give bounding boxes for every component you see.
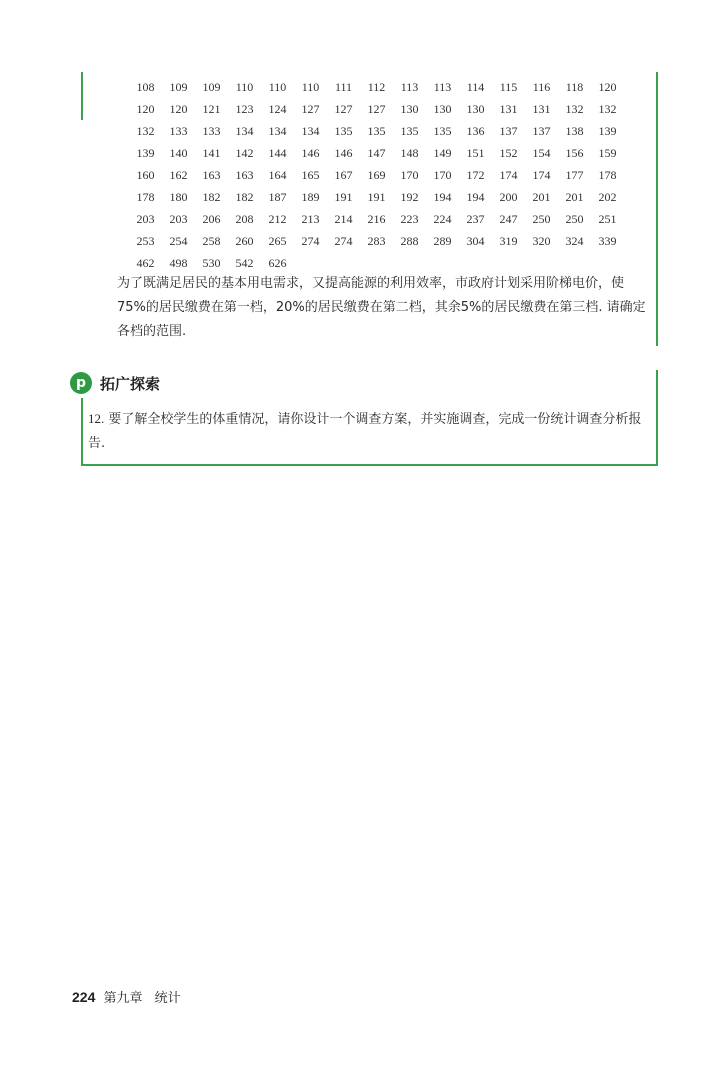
question-text: 要了解全校学生的体重情况，请你设计一个调查方案，并实施调查，完成一份统计调查分析报告. (88, 412, 642, 451)
table-cell: 113 (433, 80, 452, 94)
table-cell: 194 (466, 190, 485, 204)
table-cell: 162 (169, 168, 188, 182)
table-cell: 274 (334, 234, 353, 248)
table-cell: 201 (565, 190, 584, 204)
table-cell: 182 (235, 190, 254, 204)
table-cell: 258 (202, 234, 221, 248)
table-cell: 304 (466, 234, 485, 248)
table-cell: 194 (433, 190, 452, 204)
box-right-border (656, 72, 658, 346)
chapter-topic: 统计 (154, 991, 181, 1006)
table-cell: 146 (301, 146, 320, 160)
table-cell: 148 (400, 146, 419, 160)
table-cell: 121 (202, 102, 221, 116)
table-cell: 253 (136, 234, 155, 248)
table-cell: 250 (532, 212, 551, 226)
table-cell: 120 (598, 80, 617, 94)
table-cell: 247 (499, 212, 518, 226)
table-cell: 216 (367, 212, 386, 226)
chapter-label: 第九章 (103, 991, 143, 1006)
table-cell: 208 (235, 212, 254, 226)
table-cell: 224 (433, 212, 452, 226)
table-cell: 132 (136, 124, 155, 138)
table-cell: 134 (268, 124, 287, 138)
table-cell: 170 (433, 168, 452, 182)
box-bottom-border (81, 464, 658, 466)
table-cell: 133 (169, 124, 188, 138)
table-cell: 223 (400, 212, 419, 226)
page-footer (72, 987, 181, 1006)
box-left-border (81, 72, 83, 120)
table-cell: 189 (301, 190, 320, 204)
table-cell: 169 (367, 168, 386, 182)
table-cell: 288 (400, 234, 419, 248)
table-cell: 135 (367, 124, 386, 138)
table-cell: 134 (301, 124, 320, 138)
box-right-border (656, 370, 658, 466)
table-cell: 134 (235, 124, 254, 138)
table-cell: 213 (301, 212, 320, 226)
table-cell: 274 (301, 234, 320, 248)
table-cell: 151 (466, 146, 485, 160)
table-cell: 172 (466, 168, 485, 182)
table-cell: 191 (367, 190, 386, 204)
table-cell: 237 (466, 212, 485, 226)
table-cell: 159 (598, 146, 617, 160)
table-cell: 530 (202, 256, 221, 270)
table-cell: 123 (235, 102, 254, 116)
table-cell: 139 (598, 124, 617, 138)
table-cell: 141 (202, 146, 221, 160)
table-cell: 202 (598, 190, 617, 204)
table-cell: 130 (433, 102, 452, 116)
table-cell: 170 (400, 168, 419, 182)
table-cell: 174 (499, 168, 518, 182)
table-cell: 130 (466, 102, 485, 116)
page-number: 224 (72, 989, 96, 1005)
table-cell: 542 (235, 256, 254, 270)
table-cell: 289 (433, 234, 452, 248)
table-cell: 339 (598, 234, 617, 248)
table-cell: 164 (268, 168, 287, 182)
table-cell: 250 (565, 212, 584, 226)
table-cell: 212 (268, 212, 287, 226)
table-cell: 131 (532, 102, 551, 116)
table-cell: 177 (565, 168, 584, 182)
table-cell: 152 (499, 146, 518, 160)
table-cell: 144 (268, 146, 287, 160)
table-cell: 160 (136, 168, 155, 182)
table-cell: 149 (433, 146, 452, 160)
table-cell: 201 (532, 190, 551, 204)
table-cell: 462 (136, 256, 155, 270)
table-cell: 146 (334, 146, 353, 160)
table-cell: 137 (532, 124, 551, 138)
table-cell: 137 (499, 124, 518, 138)
table-cell: 154 (532, 146, 551, 160)
table-cell: 135 (334, 124, 353, 138)
table-cell: 214 (334, 212, 353, 226)
table-cell: 124 (268, 102, 287, 116)
table-cell: 140 (169, 146, 188, 160)
table-cell: 130 (400, 102, 419, 116)
table-cell: 109 (202, 80, 221, 94)
table-cell: 265 (268, 234, 287, 248)
table-cell: 110 (268, 80, 287, 94)
table-cell: 108 (136, 80, 155, 94)
table-cell: 113 (400, 80, 419, 94)
table-cell: 178 (598, 168, 617, 182)
table-cell: 131 (499, 102, 518, 116)
table-cell: 114 (466, 80, 485, 94)
table-cell: 192 (400, 190, 419, 204)
section-heading (70, 370, 270, 398)
table-cell: 178 (136, 190, 155, 204)
table-cell: 120 (136, 102, 155, 116)
table-cell: 116 (532, 80, 551, 94)
table-cell: 182 (202, 190, 221, 204)
table-cell: 139 (136, 146, 155, 160)
table-cell: 167 (334, 168, 353, 182)
section-title: 拓广探索 (100, 375, 161, 393)
table-cell: 111 (334, 80, 353, 94)
table-cell: 498 (169, 256, 188, 270)
question-12 (88, 407, 653, 456)
table-cell: 135 (433, 124, 452, 138)
exercise-continuation-box (81, 72, 658, 346)
table-cell: 254 (169, 234, 188, 248)
table-cell: 120 (169, 102, 188, 116)
electricity-data-table (129, 76, 629, 274)
table-cell: 260 (235, 234, 254, 248)
table-cell: 203 (169, 212, 188, 226)
table-cell: 110 (235, 80, 254, 94)
table-cell: 626 (268, 256, 287, 270)
box-left-border (81, 398, 83, 466)
table-cell: 251 (598, 212, 617, 226)
table-cell: 200 (499, 190, 518, 204)
table-cell: 180 (169, 190, 188, 204)
table-cell: 127 (334, 102, 353, 116)
table-cell: 133 (202, 124, 221, 138)
table-cell: 320 (532, 234, 551, 248)
table-cell: 112 (367, 80, 386, 94)
table-cell: 283 (367, 234, 386, 248)
table-cell: 136 (466, 124, 485, 138)
question-number: 12. (88, 411, 105, 426)
table-cell: 132 (598, 102, 617, 116)
table-cell: 109 (169, 80, 188, 94)
table-cell: 127 (367, 102, 386, 116)
table-cell: 115 (499, 80, 518, 94)
table-cell: 324 (565, 234, 584, 248)
table-cell: 187 (268, 190, 287, 204)
table-cell: 118 (565, 80, 584, 94)
table-cell: 191 (334, 190, 353, 204)
table-cell: 156 (565, 146, 584, 160)
exercise-paragraph: 为了既满足居民的基本用电需求，又提高能源的利用效率，市政府计划采用阶梯电价，使75%的居民缴费在第一档，20%的居民缴费在第二档，其余5%的居民缴费在第三档. 请确定各档的范围. (117, 276, 646, 339)
table-cell: 203 (136, 212, 155, 226)
table-cell: 138 (565, 124, 584, 138)
table-cell: 165 (301, 168, 320, 182)
table-cell: 110 (301, 80, 320, 94)
table-cell: 135 (400, 124, 419, 138)
table-cell: 206 (202, 212, 221, 226)
table-cell: 174 (532, 168, 551, 182)
table-cell: 147 (367, 146, 386, 160)
section-badge-icon: p (70, 372, 92, 394)
table-cell: 319 (499, 234, 518, 248)
table-cell: 163 (235, 168, 254, 182)
table-cell: 127 (301, 102, 320, 116)
table-cell: 142 (235, 146, 254, 160)
table-cell: 132 (565, 102, 584, 116)
table-cell: 163 (202, 168, 221, 182)
